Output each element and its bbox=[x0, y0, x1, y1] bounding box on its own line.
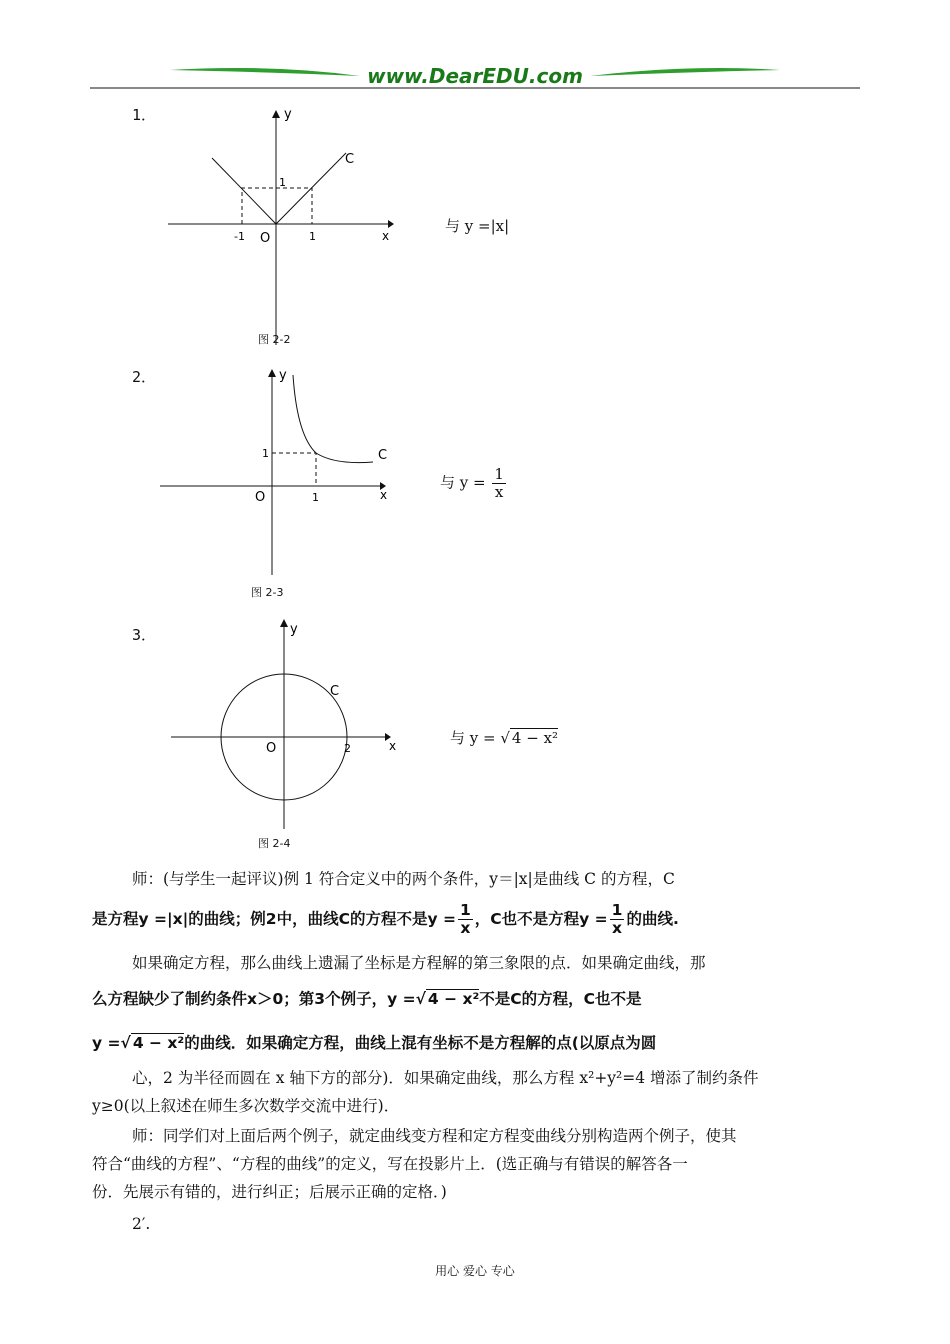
origin-label: O bbox=[260, 231, 271, 246]
paragraph-4: 么方程缺少了制约条件x＞0；第3个例子，y =√ 4 − x²不是C的方程，C也不是 bbox=[92, 990, 642, 1008]
paragraph-3: 如果确定方程，那么曲线上遗漏了坐标是方程解的第三象限的点．如果确定曲线，那 bbox=[132, 954, 706, 972]
paragraph-8: 师：同学们对上面后两个例子，就定曲线变方程和定方程变曲线分别构造两个例子，使其 bbox=[132, 1127, 737, 1145]
y-axis-label: y bbox=[290, 622, 298, 637]
paragraph-5: y =√ 4 − x²的曲线．如果确定方程，曲线上混有坐标不是方程解的点(以原点为圆 bbox=[92, 1034, 657, 1052]
fraction bbox=[492, 466, 506, 501]
figure-number-2: 2． bbox=[132, 368, 157, 386]
radicand: 4 − x² bbox=[511, 729, 559, 747]
figure-caption-1: 图 2-2 bbox=[258, 333, 291, 346]
tick-y1: 1 bbox=[262, 447, 269, 460]
paragraph-9: 符合“曲线的方程”、“方程的曲线”的定义，写在投影片上．(选正确与有错误的解答各一 bbox=[92, 1155, 688, 1173]
paragraph-7: y≥0(以上叙述在师生多次数学交流中进行)． bbox=[92, 1097, 400, 1115]
denominator: x bbox=[494, 483, 504, 501]
p5-a: y = bbox=[92, 1034, 121, 1052]
figure-number-3: 3． bbox=[132, 626, 157, 644]
paragraph-2 bbox=[92, 900, 862, 938]
relation-3: 与 y = √ 4 − x² bbox=[450, 729, 559, 747]
numerator: 1 bbox=[459, 901, 471, 919]
radicand: 4 − x² bbox=[427, 990, 480, 1008]
curve-label: C bbox=[330, 684, 340, 699]
paragraph-11: 2′. bbox=[132, 1215, 151, 1233]
denominator: x bbox=[612, 919, 623, 937]
tick-2: 2 bbox=[344, 742, 351, 755]
figure-caption-3: 图 2-4 bbox=[258, 837, 291, 850]
y-axis-label: y bbox=[279, 368, 287, 383]
radicand: 4 − x² bbox=[132, 1034, 185, 1052]
p5-b: 的曲线．如果确定方程，曲线上混有坐标不是方程解的点(以原点为圆 bbox=[184, 1034, 657, 1052]
x-axis-label: x bbox=[382, 229, 390, 243]
p2-a: 是方程y =|x|的曲线；例2中，曲线C的方程不是y = bbox=[92, 910, 456, 928]
x-axis-label: x bbox=[389, 739, 397, 753]
numerator: 1 bbox=[494, 465, 504, 483]
tick-y1: 1 bbox=[279, 176, 286, 189]
curve-label: C bbox=[345, 152, 355, 167]
fraction bbox=[458, 902, 473, 937]
paragraph-6: 心，2 为半径而圆在 x 轴下方的部分)．如果确定曲线，那么方程 x²+y²=4 增添了制约条件 bbox=[132, 1069, 759, 1087]
tick-1: 1 bbox=[312, 491, 319, 504]
y-axis-label: y bbox=[284, 107, 292, 122]
p4-a: 么方程缺少了制约条件x＞0；第3个例子，y = bbox=[92, 990, 416, 1008]
relation-2 bbox=[440, 466, 508, 501]
p4-b: 不是C的方程，C也不是 bbox=[479, 990, 642, 1008]
figure-caption-2: 图 2-3 bbox=[251, 586, 284, 599]
fraction bbox=[610, 902, 625, 937]
relation-1: 与 y =|x| bbox=[445, 217, 510, 235]
numerator: 1 bbox=[611, 901, 623, 919]
relation-3-prefix: 与 y = bbox=[450, 729, 496, 747]
page-footer: 用心 爱心 专心 bbox=[435, 1264, 515, 1278]
relation-2-prefix: 与 y = bbox=[440, 473, 486, 492]
p2-b: ，C也不是方程y = bbox=[474, 910, 608, 928]
origin-label: O bbox=[255, 490, 266, 505]
figure-number-1: 1． bbox=[132, 106, 157, 124]
figure-1-graph bbox=[160, 100, 400, 350]
curve-label: C bbox=[378, 448, 388, 463]
paragraph-10: 份．先展示有错的，进行纠正；后展示正确的定格．) bbox=[92, 1183, 447, 1201]
paragraph-1: 师：(与学生一起评议)例 1 符合定义中的两个条件，y＝|x|是曲线 C 的方程，C bbox=[132, 870, 675, 888]
figure-2-graph bbox=[155, 365, 400, 580]
tick-neg1: -1 bbox=[234, 230, 245, 243]
tick-1: 1 bbox=[309, 230, 316, 243]
denominator: x bbox=[460, 919, 471, 937]
site-logo: www.DearEDU.com bbox=[367, 64, 583, 88]
p2-c: 的曲线. bbox=[626, 910, 679, 928]
header-banner bbox=[90, 60, 860, 92]
origin-label: O bbox=[266, 741, 277, 756]
figure-3-graph bbox=[165, 615, 405, 830]
x-axis-label: x bbox=[380, 488, 388, 502]
